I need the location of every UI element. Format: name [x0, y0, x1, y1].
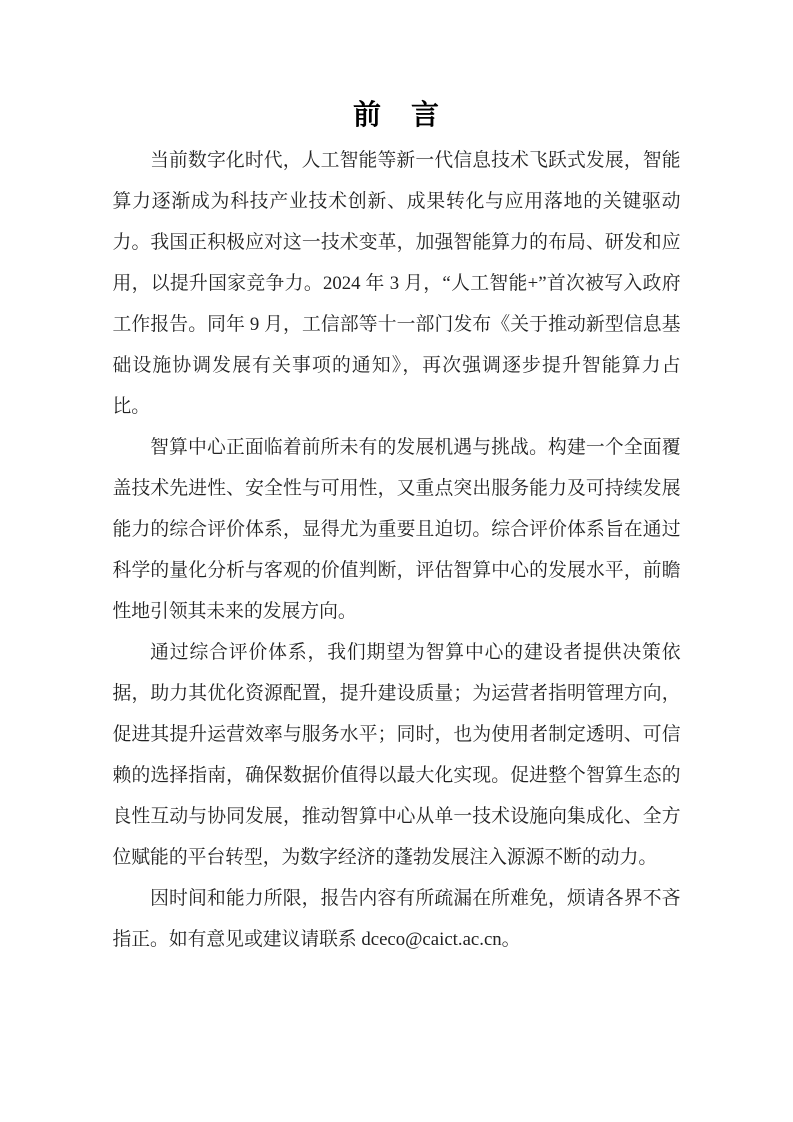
page-title: 前 言	[352, 99, 440, 130]
paragraph-4: 因时间和能力所限，报告内容有所疏漏在所难免，烦请各界不吝指正。如有意见或建议请联系 dceco@caict.ac.cn。	[112, 888, 681, 950]
paragraph-2: 智算中心正面临着前所未有的发展机遇与挑战。构建一个全面覆盖技术先进性、安全性与可用性，又重点突出服务能力及可持续发展能力的综合评价体系，显得尤为重要且迫切。综合评价体系旨在通过科学的量化分析与客观的价值判断，评估智算中心的发展水平，前瞻性地引领其未来的发展方向。	[112, 437, 681, 622]
document-body	[113, 140, 681, 960]
paragraph-1: 当前数字化时代，人工智能等新一代信息技术飞跃式发展，智能算力逐渐成为科技产业技术创新、成果转化与应用落地的关键驱动力。我国正积极应对这一技术变革，加强智能算力的布局、研发和应用，以提升国家竞争力。2024 年 3 月，“人工智能+”首次被写入政府工作报告。同年 9 月，工信部等十一部门发布《关于推动新型信息基础设施协调发展有关事项的通知》，再次强调逐步提升智能算力占比。	[112, 150, 681, 417]
paragraph-3: 通过综合评价体系，我们期望为智算中心的建设者提供决策依据，助力其优化资源配置，提升建设质量；为运营者指明管理方向，促进其提升运营效率与服务水平；同时，也为使用者制定透明、可信赖的选择指南，确保数据价值得以最大化实现。促进整个智算生态的良性互动与协同发展，推动智算中心从单一技术设施向集成化、全方位赋能的平台转型，为数字经济的蓬勃发展注入源源不断的动力。	[112, 642, 681, 868]
